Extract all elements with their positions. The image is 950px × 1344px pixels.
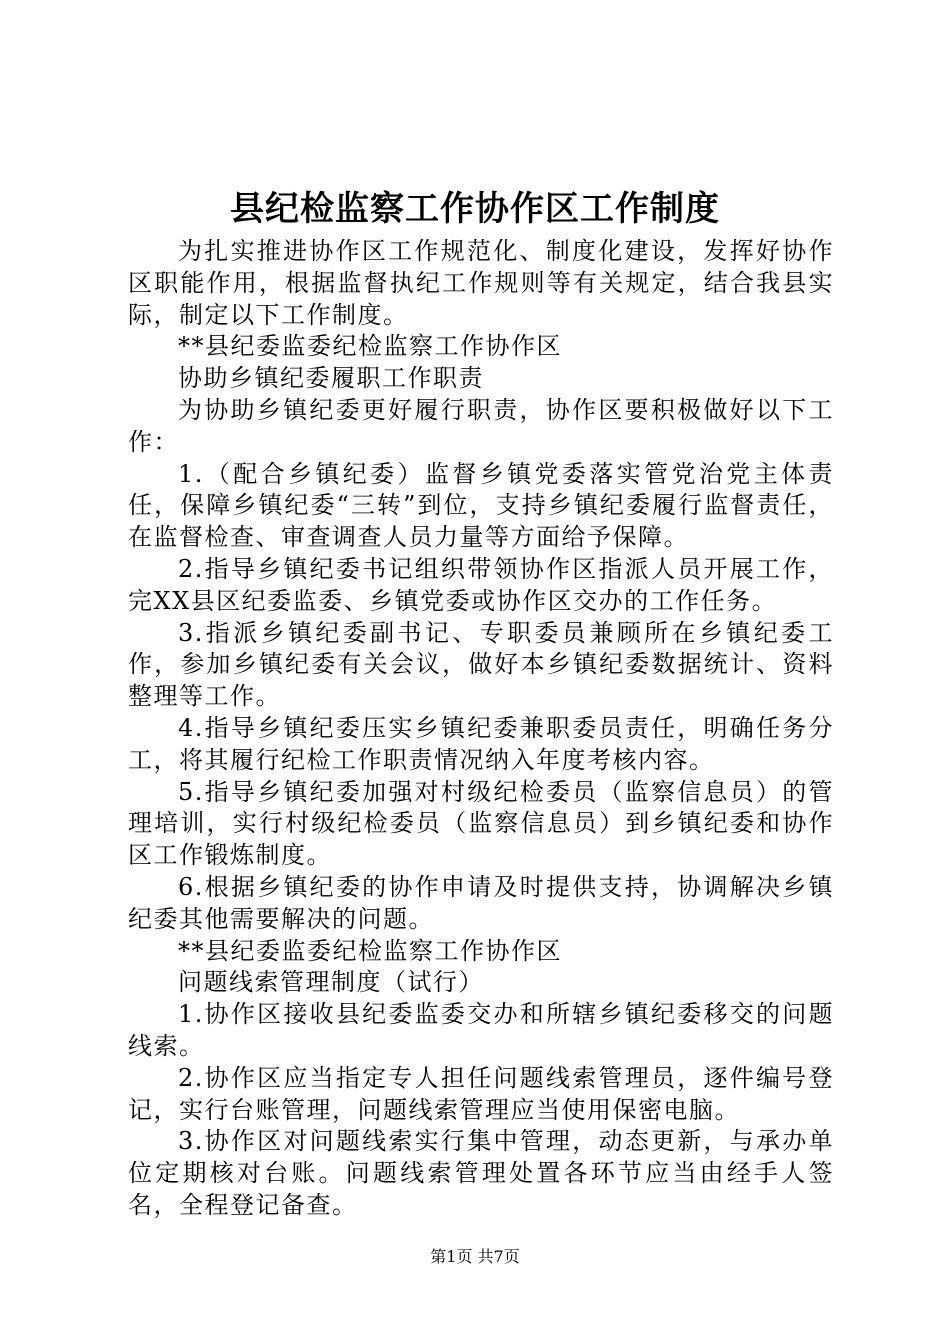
list-item: 4.指导乡镇纪委压实乡镇纪委兼职委员责任，明确任务分工，将其履行纪检工作职责情况纳入年度考核内容。 — [128, 713, 834, 774]
list-item: 6.根据乡镇纪委的协作申请及时提供支持，协调解决乡镇纪委其他需要解决的问题。 — [128, 872, 834, 933]
section-subheading: 协助乡镇纪委履职工作职责 — [178, 364, 484, 393]
list-item: 2.协作区应当指定专人担任问题线索管理员，逐件编号登记，实行台账管理，问题线索管理应当使用保密电脑。 — [128, 1063, 834, 1124]
paragraph: 为协助乡镇纪委更好履行职责，协作区要积极做好以下工作： — [128, 395, 834, 456]
document-body — [128, 236, 834, 1222]
list-item: 3.指派乡镇纪委副书记、专职委员兼顾所在乡镇纪委工作，参加乡镇纪委有关会议，做好本乡镇纪委数据统计、资料整理等工作。 — [128, 618, 834, 711]
section-subheading: 问题线索管理制度（试行） — [178, 968, 484, 997]
list-item: 1.（配合乡镇纪委）监督乡镇党委落实管党治党主体责任，保障乡镇纪委“三转”到位，支持乡镇纪委履行监督责任，在监督检查、审查调查人员力量等方面给予保障。 — [128, 459, 834, 552]
section-heading: **县纪委监委纪检监察工作协作区 — [178, 936, 562, 965]
paragraph: 为扎实推进协作区工作规范化、制度化建设，发挥好协作区职能作用，根据监督执纪工作规则等有关规定，结合我县实际，制定以下工作制度。 — [128, 237, 834, 329]
document-title: 县纪检监察工作协作区工作制度 — [230, 189, 720, 229]
section-heading: **县纪委监委纪检监察工作协作区 — [178, 332, 562, 361]
list-item: 1.协作区接收县纪委监委交办和所辖乡镇纪委移交的问题线索。 — [128, 1000, 834, 1060]
list-item: 3.协作区对问题线索实行集中管理，动态更新，与承办单位定期核对台账。问题线索管理处置各环节应当由经手人签名，全程登记备查。 — [128, 1127, 834, 1219]
list-item: 5.指导乡镇纪委加强对村级纪检委员（监察信息员）的管理培训，实行村级纪检委员（监察信息员）到乡镇纪委和协作区工作锻炼制度。 — [128, 777, 834, 870]
page-number-footer: 第1页 共7页 — [430, 1247, 520, 1266]
list-item: 2.指导乡镇纪委书记组织带领协作区指派人员开展工作，完XX县区纪委监委、乡镇党委或协作区交办的工作任务。 — [128, 554, 834, 615]
